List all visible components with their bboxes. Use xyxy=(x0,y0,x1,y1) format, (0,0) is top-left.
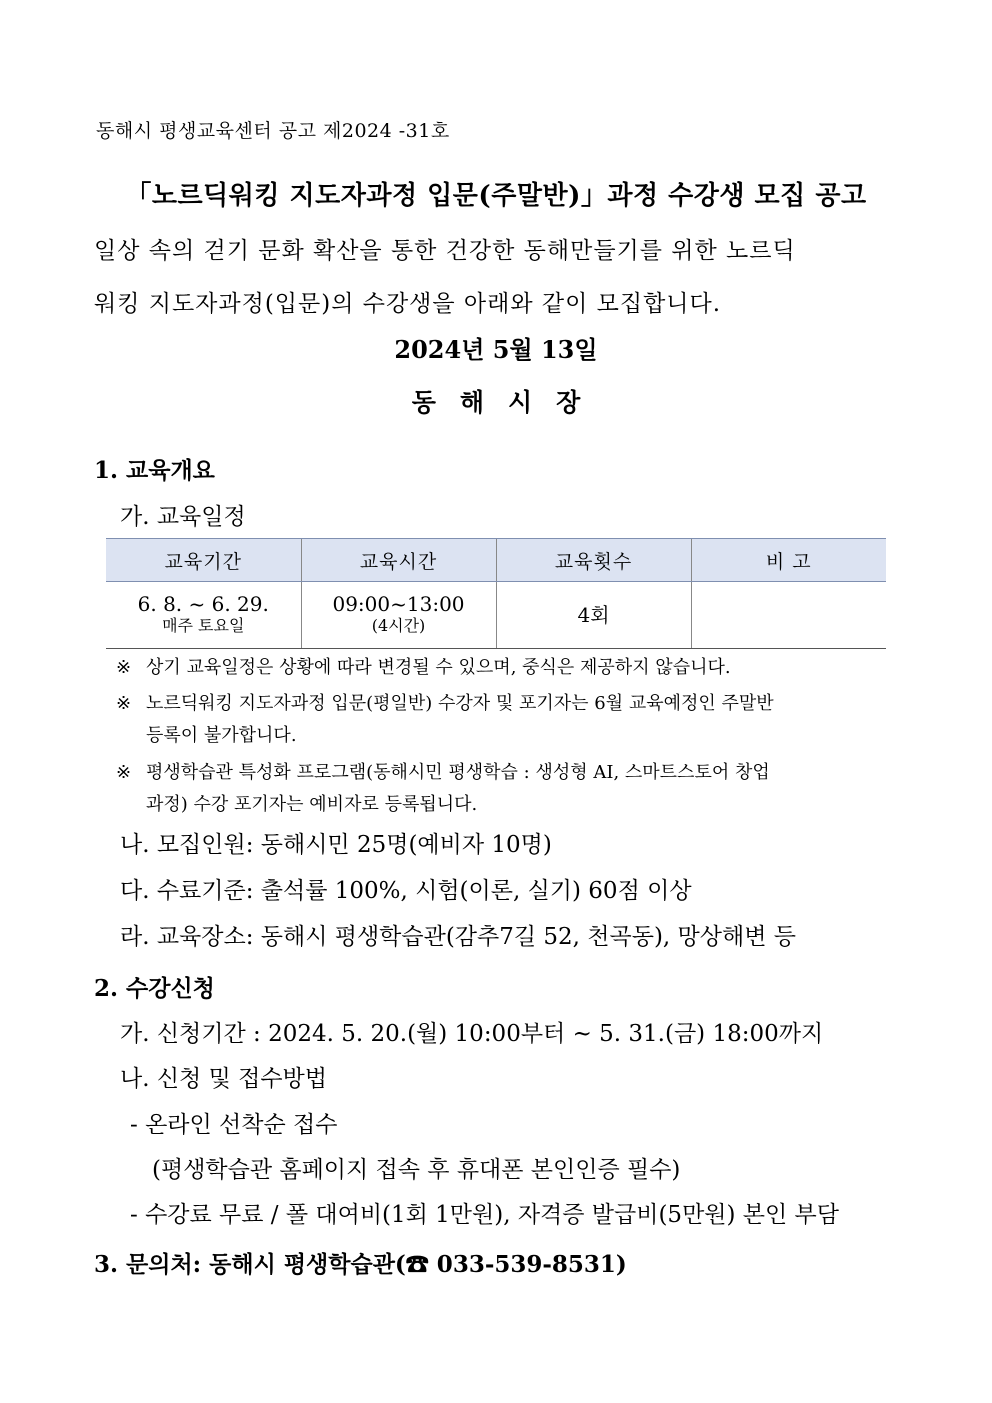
note-text: 상기 교육일정은 상황에 따라 변경될 수 있으며, 중식은 제공하지 않습니다. xyxy=(146,657,731,678)
education-place: 라. 교육장소: 동해시 평생학습관(감추7길 52, 천곡동), 망상해변 등 xyxy=(120,924,796,950)
intro-paragraph xyxy=(94,225,894,331)
completion-criteria: 다. 수료기준: 출석률 100%, 시험(이론, 실기) 60점 이상 xyxy=(120,878,692,904)
reference-mark: ※ xyxy=(116,657,132,678)
note-continuation: 등록이 불가합니다. xyxy=(146,725,297,746)
note-continuation: 과정) 수강 포기자는 예비자로 등록됩니다. xyxy=(146,794,478,815)
table-header-row xyxy=(106,539,886,582)
issuer: 동해시장 xyxy=(411,388,605,417)
column-header: 교육시간 xyxy=(301,539,496,582)
schedule-heading: 가. 교육일정 xyxy=(120,504,246,530)
time-cell xyxy=(301,582,496,649)
notice-date: 2024년 5월 13일 xyxy=(394,335,598,364)
application-period: 가. 신청기간 : 2024. 5. 20.(월) 10:00부터 ~ 5. 31.(금) 18:00까지 xyxy=(120,1021,824,1047)
section1-heading: 1. 교육개요 xyxy=(94,457,215,484)
intro-line: 일상 속의 걷기 문화 확산을 통한 건강한 동해만들기를 위한 노르딕 xyxy=(94,238,796,264)
recruit-info: 나. 모집인원: 동해시민 25명(예비자 10명) xyxy=(120,832,552,858)
count-value: 4회 xyxy=(577,603,610,627)
period-value: 6. 8. ~ 6. 29. xyxy=(137,592,269,616)
count-cell xyxy=(496,582,691,649)
period-cell xyxy=(106,582,301,649)
note-text: 평생학습관 특성화 프로그램(동해시민 평생학습 : 생성형 AI, 스마트스토어 창업 xyxy=(146,762,770,783)
method-online-note: (평생학습관 홈페이지 접속 후 휴대폰 본인인증 필수) xyxy=(152,1157,681,1183)
column-header: 비 고 xyxy=(691,539,886,582)
remark-cell xyxy=(691,582,886,649)
document-title: 「노르딕워킹 지도자과정 입문(주말반)」과정 수강생 모집 공고 xyxy=(125,181,867,211)
note-text: 노르딕워킹 지도자과정 입문(평일반) 수강자 및 포기자는 6월 교육예정인 주말반 xyxy=(146,693,774,714)
method-fee: - 수강료 무료 / 폴 대여비(1회 1만원), 자격증 발급비(5만원) 본인 부담 xyxy=(130,1202,839,1228)
section2-heading: 2. 수강신청 xyxy=(94,975,215,1002)
column-header: 교육기간 xyxy=(106,539,301,582)
column-header: 교육횟수 xyxy=(496,539,691,582)
reference-mark: ※ xyxy=(116,693,132,714)
time-note: (4시간) xyxy=(371,616,426,635)
notice-number: 동해시 평생교육센터 공고 제2024 -31호 xyxy=(96,120,450,142)
period-note: 매주 토요일 xyxy=(162,616,245,635)
contact-info: 3. 문의처: 동해시 평생학습관(☎ 033-539-8531) xyxy=(94,1251,627,1278)
note-item xyxy=(116,652,900,684)
reference-mark: ※ xyxy=(116,762,132,783)
intro-line: 워킹 지도자과정(입문)의 수강생을 아래와 같이 모집합니다. xyxy=(94,291,722,317)
note-item xyxy=(116,757,900,821)
method-online: - 온라인 선착순 접수 xyxy=(130,1112,338,1138)
note-item xyxy=(116,688,900,752)
schedule-table xyxy=(106,538,886,649)
table-row xyxy=(106,582,886,649)
time-value: 09:00~13:00 xyxy=(332,592,465,616)
method-heading: 나. 신청 및 접수방법 xyxy=(120,1066,327,1092)
